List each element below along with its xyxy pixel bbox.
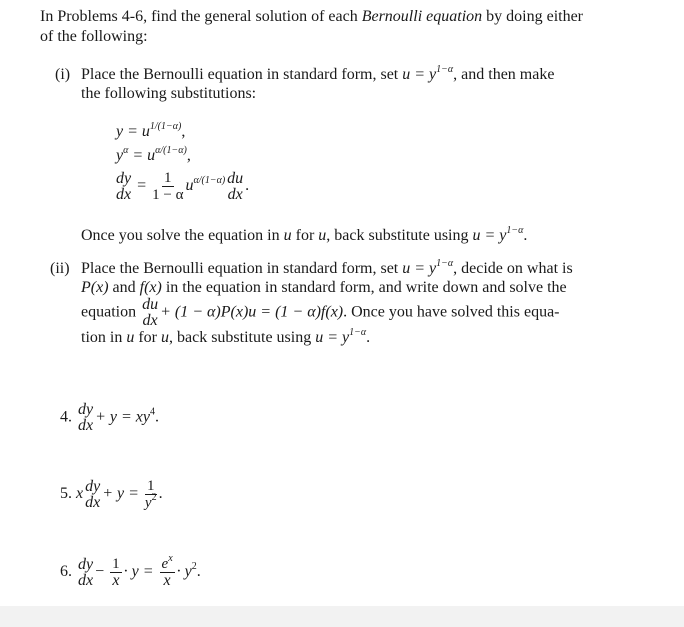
problem-4: 4. dy dx + $y = xy^4$. — [60, 401, 160, 434]
intro-line-1: In Problems 4-6, find the general solution of each Bernoulli equation by doing either — [40, 8, 584, 25]
substitution-eq-3: dy dx = $\frac{1}{1 - \alpha}$ $u^{\alpha/(1-\alpha)}$ du dx . — [116, 169, 250, 203]
item-i-label: (i) — [55, 66, 71, 83]
item-i-after: Once you solve the equation in u for u, back substitute using $u = y^{1-\alpha}$. — [81, 225, 528, 244]
problem-5: 5. x dy dx + y = $\frac{1}{y^2}$ . — [60, 477, 163, 511]
item-ii-label: (ii) — [50, 260, 70, 277]
substitution-eq-2: $y^\alpha = u^{\alpha/(1-\alpha)}$, — [116, 145, 191, 164]
substitution-eq-1: $y = u^{1/(1-\alpha)}$, — [116, 121, 186, 140]
item-i-line-1: Place the Bernoulli equation in standard form, set $u = y^{1-\alpha}$, and then make — [81, 64, 555, 83]
bottom-band — [0, 606, 684, 627]
item-ii-line-4: tion in u for u, back substitute using $u = y^{1-\alpha}$. — [81, 327, 371, 346]
intro-line-2: of the following: — [40, 28, 148, 45]
item-ii-line-2: P(x) and f(x) in the equation in standard form, and write down and solve the — [81, 279, 567, 296]
item-ii-line-1: Place the Bernoulli equation in standard form, set $u = y^{1-\alpha}$, decide on what is — [81, 258, 573, 277]
item-i-line-2: the following substitutions: — [81, 85, 257, 102]
problem-6: 6. dy dx − $\frac{1}{x}$ · y = $\frac{e^x}{x}$ · $y^2$. — [60, 553, 201, 589]
item-ii-line-3: equation du dx + (1 − α)P(x)u = (1 − α)f(x). Once you have solved this equa- — [81, 296, 560, 329]
